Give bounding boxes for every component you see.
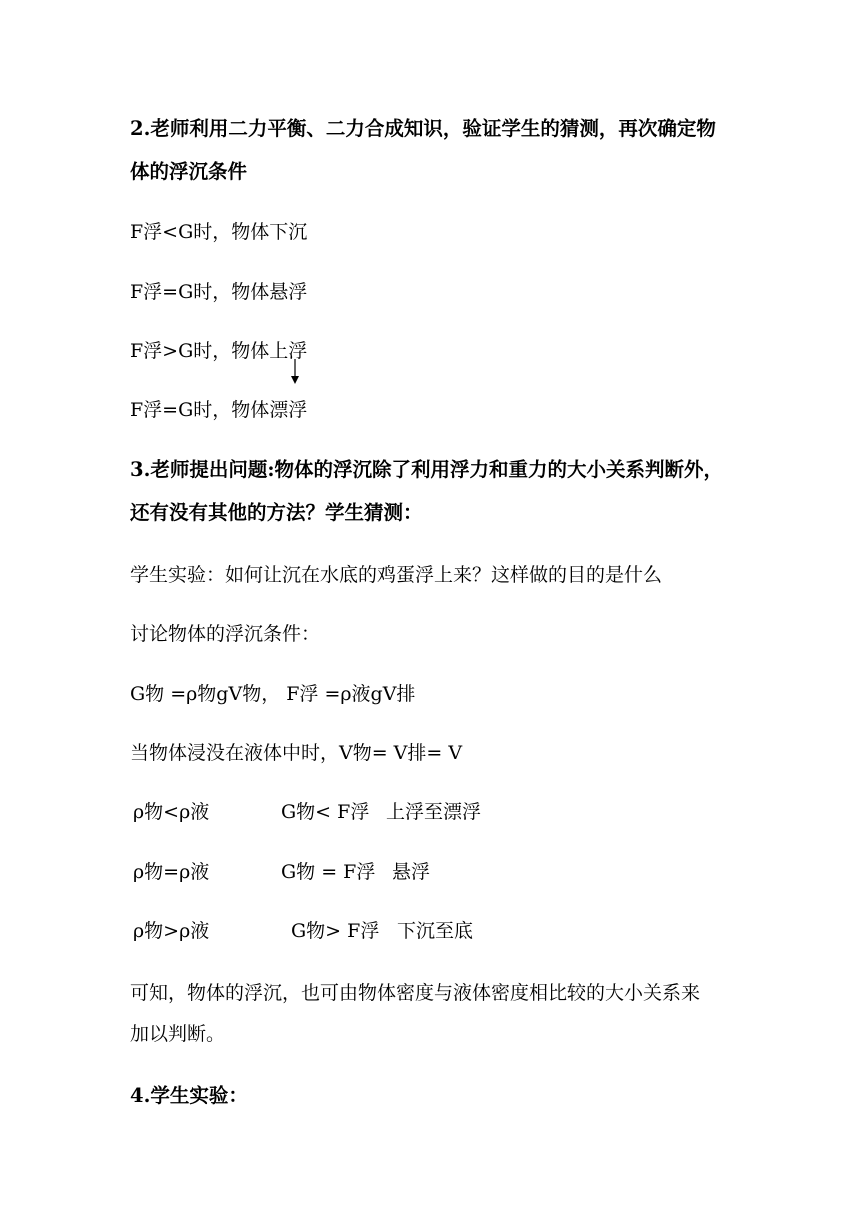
row2-density: ρ物=ρ液 [133,861,210,883]
conclusion-line1: 可知，物体的浮沉，也可由物体密度与液体密度相比较的大小关系来 [130,982,701,1004]
formula-text: G物 =ρ物gV物， F浮 =ρ液gV排 [130,683,416,705]
condition-sink: F浮<G时，物体下沉 [130,221,308,243]
section2-title-line1: 2.老师利用二力平衡、二力合成知识，验证学生的猜测，再次确定物 [130,117,716,140]
row3-density: ρ物>ρ液 [133,920,210,942]
immersed-text: 当物体浸没在液体中时，V物= V排= V [130,742,463,764]
row1-result: 上浮至漂浮 [386,801,482,823]
experiment-text: 学生实验：如何让沉在水底的鸡蛋浮上来？这样做的目的是什么 [130,564,663,586]
condition-suspend: F浮=G时，物体悬浮 [130,281,308,303]
row2-force: G物 = F浮 [281,861,376,883]
conclusion-line2: 加以判断。 [130,1023,226,1045]
row1-force: G物< F浮 [281,801,370,823]
row3-force: G物> F浮 [291,920,380,942]
section4-title: 4.学生实验： [130,1084,248,1107]
row1-density: ρ物<ρ液 [133,801,210,823]
discuss-text: 讨论物体的浮沉条件： [130,623,321,645]
section3-title-line2: 还有没有其他的方法？学生猜测： [130,501,423,524]
condition-rise: F浮>G时，物体上浮 [130,340,308,362]
section3-title-line1: 3.老师提出问题:物体的浮沉除了利用浮力和重力的大小关系判断外， [130,458,724,481]
row3-result: 下沉至底 [397,920,474,942]
down-arrow-icon [289,359,301,385]
section2-title-line2: 体的浮沉条件 [130,160,248,183]
row2-result: 悬浮 [392,861,431,883]
condition-float: F浮=G时，物体漂浮 [130,399,308,421]
